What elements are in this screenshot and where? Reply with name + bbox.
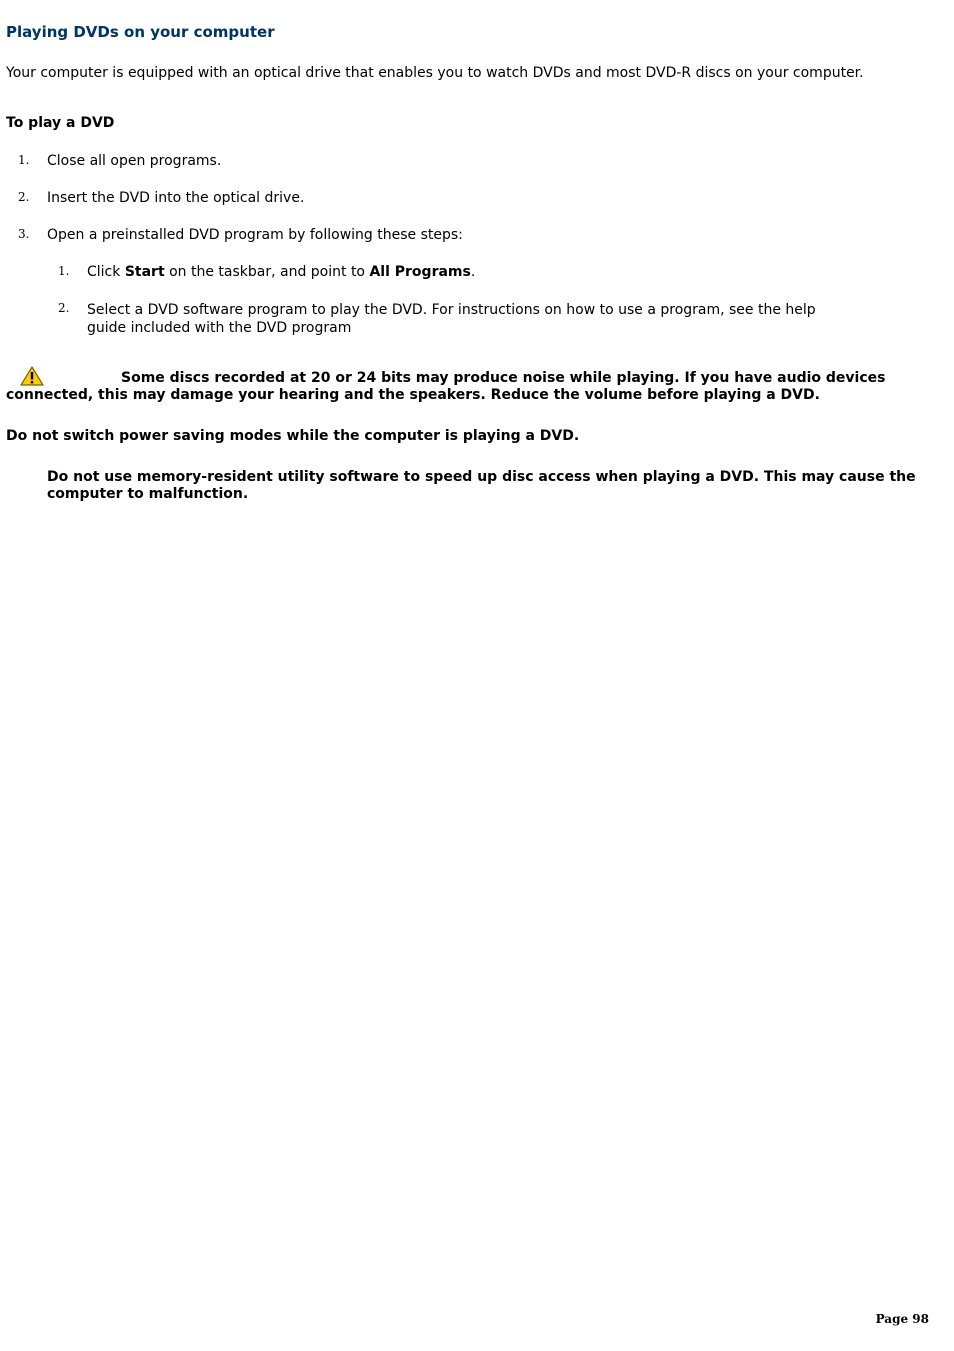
intro-paragraph: Your computer is equipped with an optical drive that enables you to watch DVDs and most DVD-R discs on your computer. [6,65,864,81]
power-caution: Do not switch power saving modes while the computer is playing a DVD. [6,428,580,444]
step-number: 2. [18,190,30,204]
substep-text-mid: on the taskbar, and point to [164,264,370,280]
substep-number: 2. [58,301,70,315]
step-text: Open a preinstalled DVD program by following these steps: [47,227,463,243]
page-number: Page 98 [875,1312,929,1326]
substep-text [87,263,475,281]
substep-text-pre: Click [87,264,125,280]
substep-text-post: . [470,264,476,280]
start-label: Start [124,264,165,280]
step-number: 1. [18,153,30,167]
procedure-heading: To play a DVD [6,115,115,131]
all-programs-label: All Programs [369,264,471,280]
page-title: Playing DVDs on your computer [6,23,275,41]
step-text: Insert the DVD into the optical drive. [47,190,305,206]
memory-caution: Do not use memory-resident utility software to speed up disc access when playing a DVD. This may cause the computer to malfunction. [47,469,916,502]
warning-caution: Some discs recorded at 20 or 24 bits may produce noise while playing. If you have audio devices connected, this may damage your hearing and the speakers. Reduce the volume before playing a DVD. [6,370,886,403]
substep-number: 1. [58,264,70,278]
step-number: 3. [18,227,30,241]
substep-text: Select a DVD software program to play the DVD. For instructions on how to use a program, see the help guide included with the DVD program [87,302,816,336]
step-text: Close all open programs. [47,153,222,169]
